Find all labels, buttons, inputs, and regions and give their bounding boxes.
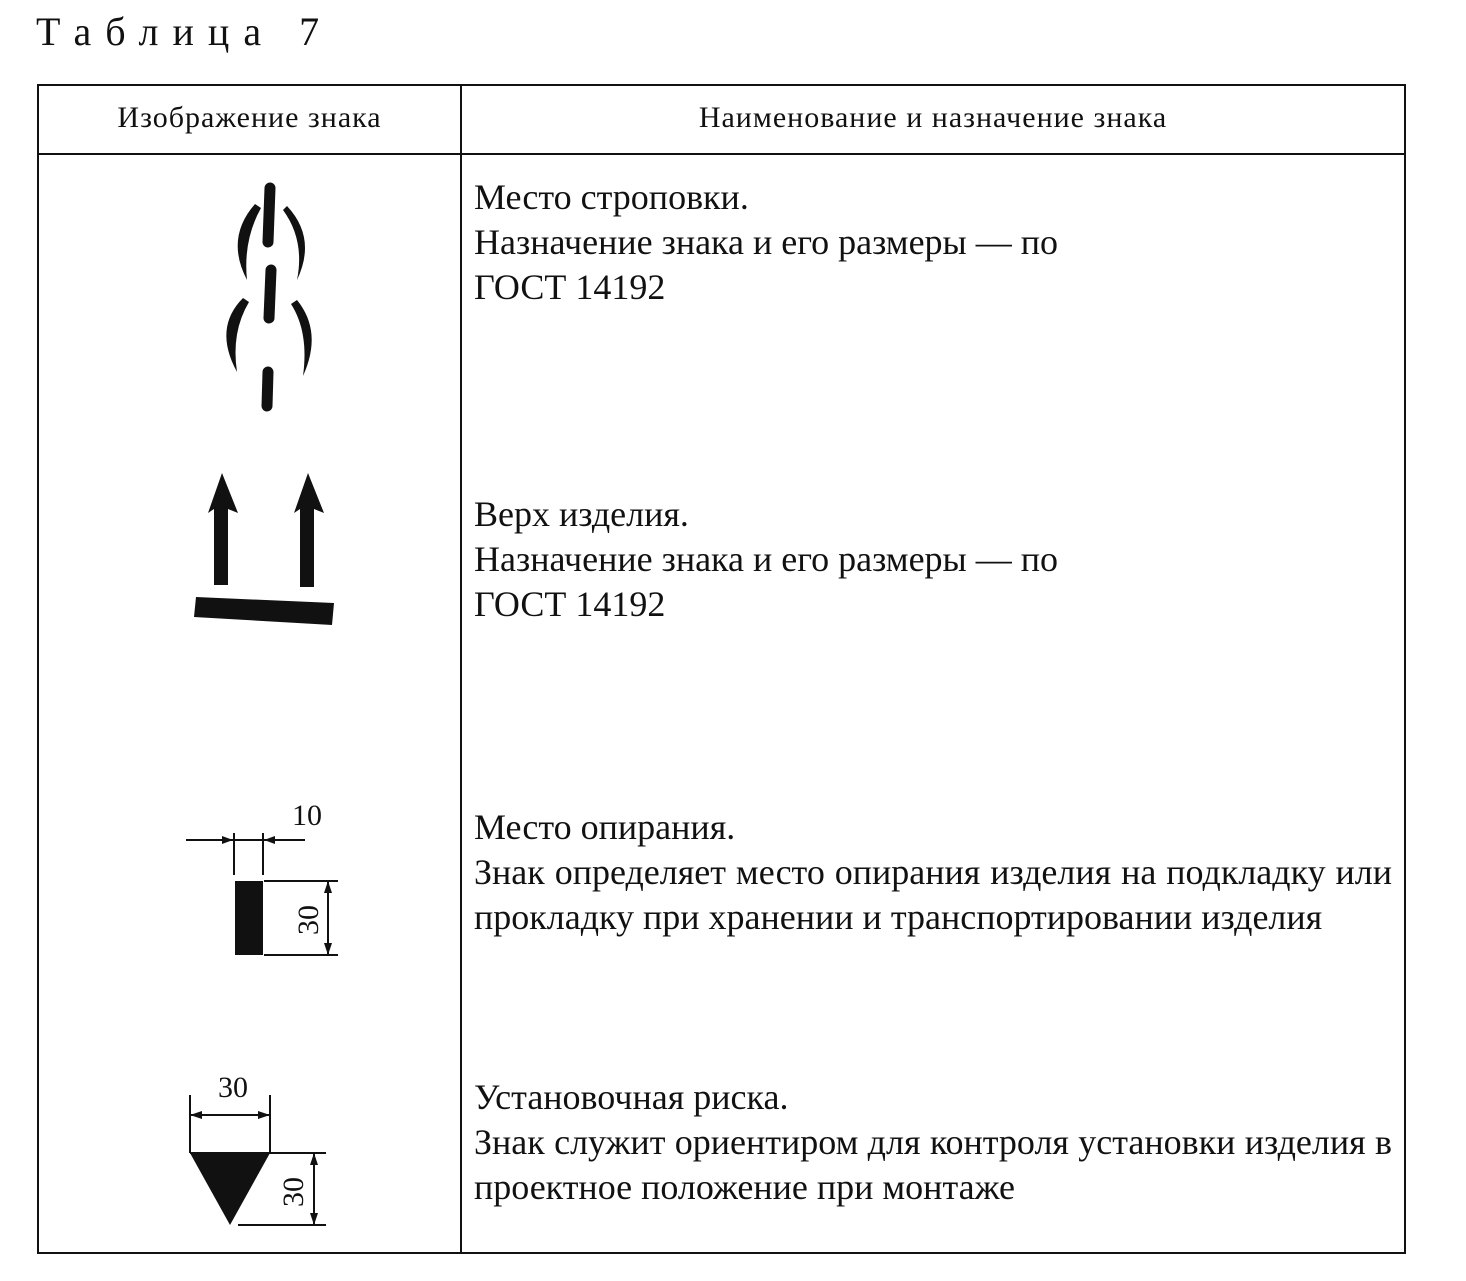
row-2-name: Верх изделия.	[474, 494, 689, 534]
support-bar-icon	[180, 795, 350, 965]
row-3-text: Знак определяет место опирания изделия на подкладку или прокладку при хранении и транспортировании изделия	[474, 852, 1392, 937]
header-image: Изображение знака	[117, 101, 382, 134]
row-3-description	[474, 805, 1392, 940]
mounting-mark-triangle-icon	[180, 1065, 350, 1235]
row-4-description	[474, 1075, 1392, 1210]
row-1-name: Место строповки.	[474, 177, 749, 217]
row-2-text: Назначение знака и его размеры — по ГОСТ 14192	[474, 539, 1058, 624]
dimension-width-label: 30	[218, 1071, 248, 1104]
two-up-arrows-icon	[190, 465, 350, 635]
row-4-text: Знак служит ориентиром для контроля установки изделия в проектное положение при монтаже	[474, 1122, 1392, 1207]
column-divider	[460, 84, 462, 1254]
row-4-name: Установочная риска.	[474, 1077, 789, 1117]
dimension-height-label: 30	[292, 905, 325, 935]
header-name-purpose: Наименование и назначение знака	[698, 101, 1168, 134]
row-1-text: Назначение знака и его размеры — по ГОСТ 14192	[474, 222, 1058, 307]
table-title: Таблица 7	[36, 9, 334, 54]
row-3-name: Место опирания.	[474, 807, 736, 847]
dimension-height-label: 30	[277, 1177, 310, 1207]
row-2-description	[474, 492, 1392, 627]
row-1-description	[474, 175, 1392, 310]
chain-links-icon	[205, 180, 335, 420]
dimension-width-label: 10	[292, 799, 322, 832]
header-divider	[37, 153, 1406, 155]
